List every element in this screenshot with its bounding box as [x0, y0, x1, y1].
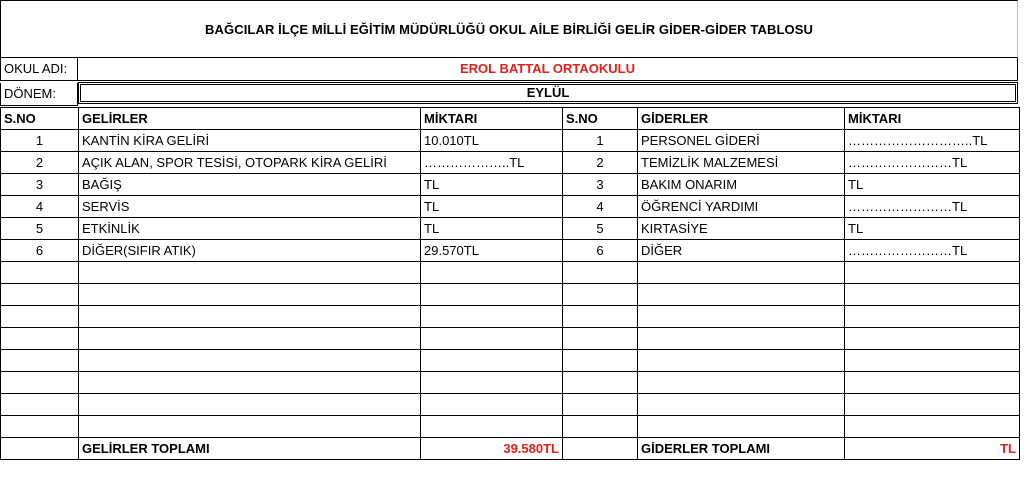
empty-cell[interactable] [563, 394, 638, 416]
empty-cell[interactable] [563, 284, 638, 306]
empty-cell[interactable] [421, 284, 563, 306]
row-gider[interactable]: BAKIM ONARIM [638, 174, 845, 196]
empty-cell[interactable] [845, 394, 1020, 416]
empty-cell[interactable] [563, 416, 638, 438]
empty-cell[interactable] [845, 372, 1020, 394]
row-gelir[interactable]: BAĞIŞ [79, 174, 421, 196]
table-row [1, 240, 1020, 262]
empty-row [1, 350, 1020, 372]
header-miktari[interactable]: MİKTARI [421, 108, 563, 130]
row-gider[interactable]: KIRTASİYE [638, 218, 845, 240]
row-gider-miktar[interactable]: TL [845, 174, 1020, 196]
period-row [0, 83, 1018, 106]
empty-cell[interactable] [1, 328, 79, 350]
empty-cell[interactable] [1, 262, 79, 284]
row-no[interactable]: 4 [1, 196, 79, 218]
empty-cell[interactable] [845, 416, 1020, 438]
totals-row [1, 438, 1020, 460]
period-label[interactable]: DÖNEM: [0, 83, 78, 106]
row-gelir[interactable]: AÇIK ALAN, SPOR TESİSİ, OTOPARK KİRA GELİRİ [79, 152, 421, 174]
row-gelir-miktar[interactable]: 10.010TL [421, 130, 563, 152]
empty-cell[interactable] [421, 394, 563, 416]
row-gelir[interactable]: ETKİNLİK [79, 218, 421, 240]
empty-cell[interactable] [845, 328, 1020, 350]
empty-cell[interactable] [563, 372, 638, 394]
row-no[interactable]: 5 [1, 218, 79, 240]
header-miktari2[interactable]: MİKTARI [845, 108, 1020, 130]
empty-cell[interactable] [1, 350, 79, 372]
row-gelir-miktar[interactable]: ………………..TL [421, 152, 563, 174]
empty-cell[interactable] [79, 416, 421, 438]
gelirler-total-label[interactable]: GELİRLER TOPLAMI [79, 438, 421, 460]
school-label[interactable]: OKUL ADI: [0, 58, 78, 81]
empty-row [1, 328, 1020, 350]
row-gider-miktar[interactable]: ………………………..TL [845, 130, 1020, 152]
empty-cell[interactable] [79, 350, 421, 372]
empty-cell[interactable] [1, 284, 79, 306]
row-gider[interactable]: ÖĞRENCİ YARDIMI [638, 196, 845, 218]
empty-cell[interactable] [421, 350, 563, 372]
row-gider-miktar[interactable]: ……………………TL [845, 240, 1020, 262]
empty-cell[interactable] [638, 350, 845, 372]
empty-cell[interactable] [421, 262, 563, 284]
school-value[interactable]: EROL BATTAL ORTAOKULU [78, 58, 1018, 81]
table-row [1, 174, 1020, 196]
empty-cell[interactable] [79, 262, 421, 284]
empty-cell[interactable] [1, 394, 79, 416]
empty-cell[interactable] [638, 284, 845, 306]
empty-cell[interactable] [1, 416, 79, 438]
empty-cell[interactable] [1, 306, 79, 328]
table-row [1, 152, 1020, 174]
row-gelir-miktar[interactable]: TL [421, 196, 563, 218]
row-no[interactable]: 1 [1, 130, 79, 152]
empty-cell[interactable] [845, 284, 1020, 306]
header-sno2[interactable]: S.NO [563, 108, 638, 130]
row-gider-miktar[interactable]: TL [845, 218, 1020, 240]
empty-cell[interactable] [79, 372, 421, 394]
row-no2[interactable]: 5 [563, 218, 638, 240]
giderler-total-value[interactable]: TL [845, 438, 1020, 460]
empty-cell[interactable] [563, 438, 638, 460]
row-no[interactable]: 2 [1, 152, 79, 174]
empty-cell[interactable] [421, 306, 563, 328]
table-row [1, 130, 1020, 152]
header-sno[interactable]: S.NO [1, 108, 79, 130]
row-gelir-miktar[interactable]: TL [421, 174, 563, 196]
empty-cell[interactable] [563, 262, 638, 284]
row-gider[interactable]: TEMİZLİK MALZEMESİ [638, 152, 845, 174]
header-giderler[interactable]: GİDERLER [638, 108, 845, 130]
empty-cell[interactable] [1, 438, 79, 460]
row-gider[interactable]: PERSONEL GİDERİ [638, 130, 845, 152]
sheet-title[interactable]: BAĞCILAR İLÇE MİLLİ EĞİTİM MÜDÜRLÜĞÜ OKUL AİLE BİRLİĞİ GELİR GİDER-GİDER TABLOSU [0, 0, 1018, 58]
row-gelir-miktar[interactable]: TL [421, 218, 563, 240]
empty-cell[interactable] [79, 328, 421, 350]
row-gider-miktar[interactable]: ……………………TL [845, 152, 1020, 174]
empty-row [1, 416, 1020, 438]
empty-cell[interactable] [638, 306, 845, 328]
giderler-total-label[interactable]: GİDERLER TOPLAMI [638, 438, 845, 460]
empty-cell[interactable] [845, 350, 1020, 372]
empty-cell[interactable] [421, 416, 563, 438]
row-no2[interactable]: 6 [563, 240, 638, 262]
empty-cell[interactable] [421, 372, 563, 394]
table-row [1, 218, 1020, 240]
empty-row [1, 262, 1020, 284]
empty-row [1, 284, 1020, 306]
row-gider[interactable]: DİĞER [638, 240, 845, 262]
empty-cell[interactable] [79, 284, 421, 306]
row-gelir[interactable]: SERVİS [79, 196, 421, 218]
row-gelir[interactable]: DİĞER(SIFIR ATIK) [79, 240, 421, 262]
row-gelir-miktar[interactable]: 29.570TL [421, 240, 563, 262]
row-gelir[interactable]: KANTİN KİRA GELİRİ [79, 130, 421, 152]
empty-cell[interactable] [845, 306, 1020, 328]
empty-cell[interactable] [421, 328, 563, 350]
empty-cell[interactable] [638, 394, 845, 416]
empty-row [1, 394, 1020, 416]
row-no2[interactable]: 4 [563, 196, 638, 218]
empty-row [1, 372, 1020, 394]
empty-cell[interactable] [638, 416, 845, 438]
table-row [1, 196, 1020, 218]
row-gider-miktar[interactable]: ……………………TL [845, 196, 1020, 218]
row-no2[interactable]: 3 [563, 174, 638, 196]
school-row [0, 58, 1018, 81]
empty-cell[interactable] [638, 372, 845, 394]
empty-row [1, 306, 1020, 328]
table-header [1, 108, 1020, 130]
income-expense-table [0, 107, 1020, 460]
row-no2[interactable]: 1 [563, 130, 638, 152]
empty-cell[interactable] [638, 328, 845, 350]
period-value[interactable]: EYLÜL [78, 82, 1018, 104]
empty-cell[interactable] [1, 372, 79, 394]
header-gelirler[interactable]: GELİRLER [79, 108, 421, 130]
empty-cell[interactable] [563, 306, 638, 328]
empty-cell[interactable] [79, 306, 421, 328]
empty-cell[interactable] [563, 350, 638, 372]
empty-cell[interactable] [845, 262, 1020, 284]
empty-cell[interactable] [638, 262, 845, 284]
empty-cell[interactable] [563, 328, 638, 350]
empty-cell[interactable] [79, 394, 421, 416]
row-no[interactable]: 6 [1, 240, 79, 262]
row-no2[interactable]: 2 [563, 152, 638, 174]
gelirler-total-value[interactable]: 39.580TL [421, 438, 563, 460]
row-no[interactable]: 3 [1, 174, 79, 196]
